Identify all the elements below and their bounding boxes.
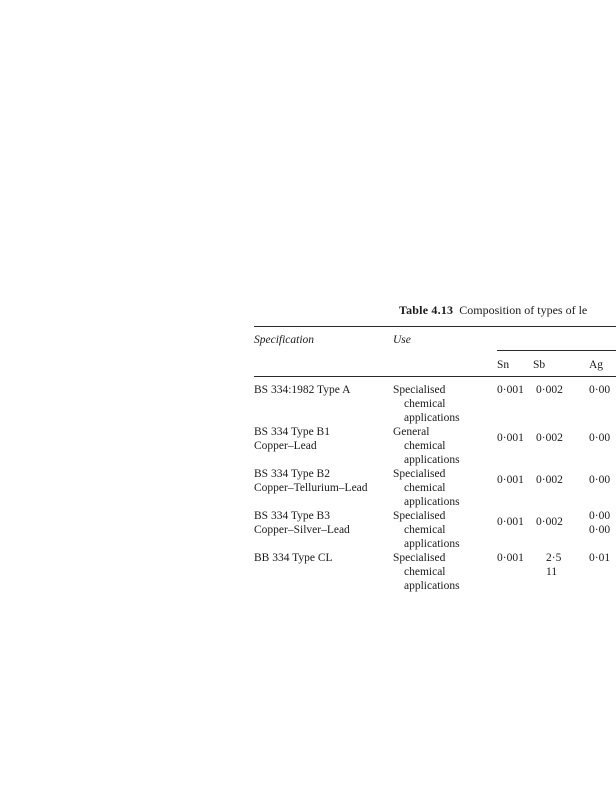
use-line: Specialised (393, 510, 446, 522)
use-line: chemical (404, 398, 446, 410)
column-header-sn: Sn (497, 359, 510, 371)
value-ag: 0·00 (589, 432, 611, 444)
spec-line: Copper–Tellurium–Lead (254, 482, 368, 494)
table-row-spec (254, 383, 350, 397)
value-sn: 0·001 (497, 516, 524, 528)
value-sn: 0·001 (497, 432, 524, 444)
use-line: chemical (404, 566, 446, 578)
use-line: applications (404, 454, 460, 466)
value-sn: 0·001 (497, 552, 524, 564)
use-line: Specialised (393, 468, 446, 480)
table-row-spec (254, 509, 350, 537)
use-line: applications (404, 538, 460, 550)
table-number: Table 4.13 (399, 303, 454, 317)
table-row-spec (254, 551, 333, 565)
column-header-sb: Sb (533, 359, 546, 371)
use-line: applications (404, 412, 460, 424)
table-row-use (393, 383, 460, 425)
composition-header-rule (497, 350, 616, 351)
use-header: Use (393, 334, 411, 346)
value-ag (589, 509, 610, 537)
value-sb: 0·002 (536, 432, 563, 444)
table-row-use (393, 509, 460, 551)
specification-header: Specification (254, 334, 315, 346)
value-sb: 0·002 (536, 474, 563, 486)
value-sn: 0·001 (497, 474, 524, 486)
table-row-use (393, 467, 460, 509)
spec-line: Copper–Lead (254, 440, 317, 452)
value-ag: 0·00 (589, 474, 611, 486)
header-bottom-rule (254, 376, 616, 377)
table-row-spec (254, 467, 368, 495)
spec-line: BS 334 Type B3 (254, 510, 330, 522)
top-rule (254, 326, 616, 327)
table-title: Composition of types of le (459, 303, 588, 317)
column-header-ag: Ag (589, 359, 604, 371)
ag-line: 0·00 (589, 510, 611, 522)
use-line: Specialised (393, 384, 446, 396)
use-line: Specialised (393, 552, 446, 564)
value-sb: 0·002 (536, 384, 563, 396)
sb-line: 2·5 (546, 552, 562, 564)
spec-line: Copper–Silver–Lead (254, 524, 350, 536)
table-row-use (393, 551, 460, 593)
use-line: chemical (404, 482, 446, 494)
spec-line: BS 334:1982 Type A (254, 384, 351, 396)
value-sb: 0·002 (536, 516, 563, 528)
ag-line: 0·00 (589, 524, 611, 536)
table-row-spec (254, 425, 330, 453)
use-line: chemical (404, 440, 446, 452)
value-sn: 0·001 (497, 384, 524, 396)
spec-line: BB 334 Type CL (254, 552, 333, 564)
use-line: chemical (404, 524, 446, 536)
use-line: applications (404, 496, 460, 508)
sb-line: 11 (546, 566, 558, 578)
spec-line: BS 334 Type B1 (254, 426, 330, 438)
spec-line: BS 334 Type B2 (254, 468, 330, 480)
value-ag: 0·00 (589, 384, 611, 396)
use-line: applications (404, 580, 460, 592)
table-row-use (393, 425, 460, 467)
use-line: General (393, 426, 430, 438)
value-sb (546, 551, 561, 579)
table-caption (399, 303, 587, 318)
value-ag: 0·01 (589, 552, 611, 564)
